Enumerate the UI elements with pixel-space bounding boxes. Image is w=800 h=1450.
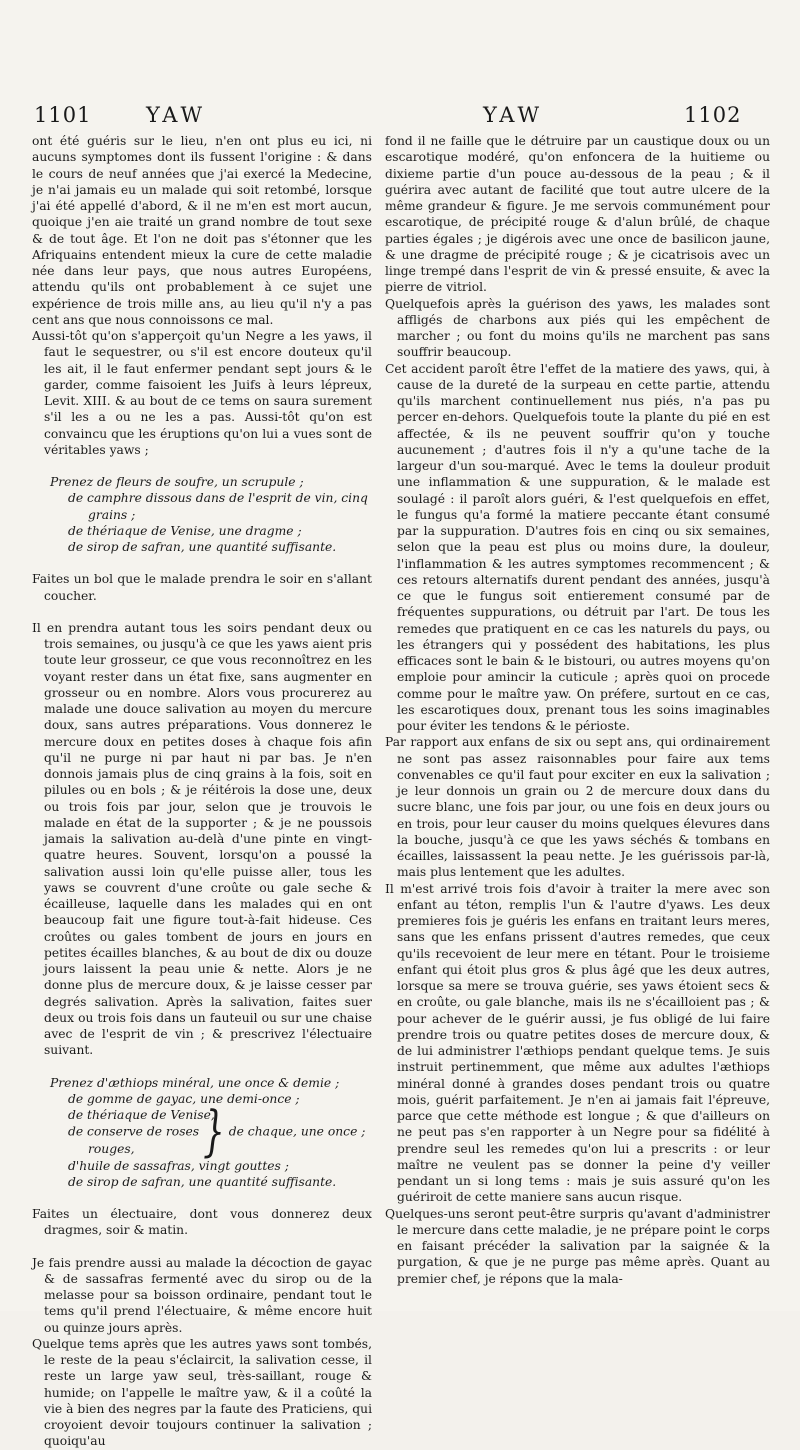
recipe-1 bbox=[50, 474, 372, 555]
recipe-line: de thériaque de Venise, une dragme ; bbox=[68, 523, 302, 538]
paragraph: Il en prendra autant tous les soirs pendant deux ou trois semaines, ou jusqu'à ce que les yaws aient pris toute leur grosseur, ce que vous reconnoîtrez en les voyant rester dans un état fixe, sans augmenter en grosseur ou en nombre. Alors vous procurerez au malade une douce salivation au moyen du mercure doux, sans autres préparations. Vous donnerez le mercure doux en petites doses à chaque fois afin qu'il ne purge ni par haut ni par bas. Je n'en donnois jamais plus de cinq grains à la fois, soit en pilules ou en bols ; & je réitérois la dose une, deux ou trois fois par jour, selon que je trouvois le malade en état de la supporter ; & je ne poussois jamais la salivation au-delà d'une pinte en vingt-quatre heures. Souvent, lorsqu'on a poussé la salivation aussi loin qu'elle puisse aller, tous les yaws se couvrent d'une croûte ou gale seche & écailleuse, laquelle dans les malades qui en ont beaucoup fait une figure tout-à-fait hideuse. Ces croûtes ou gales tombent de jours en jours en petites écailles blanches, & au bout de dix ou douze jours laissent la peau unie & nette. Alors je ne donne plus de mercure doux, & je laisse cesser par degrés salivation. Après la salivation, faites suer deux ou trois fois dans un fauteuil ou sur une chaise avec de l'esprit de vin ; & prescrivez l'électuaire suivant. bbox=[32, 620, 372, 1058]
recipe-line-part: de chaque, une once ; bbox=[228, 1124, 366, 1139]
recipe-line: Prenez de fleurs de soufre, un scrupule ; bbox=[50, 475, 304, 489]
paragraph: Quelquefois après la guérison des yaws, les malades sont affligés de charbons aux piés qui les empêchent de marcher ; ou font du moins qu'ils ne marchent pas sans souffrir beaucoup. bbox=[385, 296, 770, 360]
paragraph: Quelque tems après que les autres yaws sont tombés, le reste de la peau s'éclaircit, la salivation cesse, il reste un large yaw seul, très-saillant, rouge & humide; on l'appelle le maître yaw, & il a coûté la vie à bien des negres par la faute des Praticiens, qui croyoient devoir toujours continuer la salivation ; quoiqu'au bbox=[32, 1336, 372, 1449]
paragraph: Aussi-tôt qu'on s'apperçoit qu'un Negre a les yaws, il faut le sequestrer, ou s'il est encore douteux qu'il les ait, il le faut enfermer pendant sept jours & le garder, comme faisoient les Juifs à leurs lépreux, Levit. XIII. & au bout de ce tems on saura surement s'il les a ou ne les a pas. Aussi-tôt qu'on est convaincu que les éruptions qu'on lui a vues sont de véritables yaws ; bbox=[32, 329, 372, 457]
paragraph: Par rapport aux enfans de six ou sept ans, qui ordinairement ne sont pas assez raisonnables pour faire aux tems convenables ce qu'il faut pour exciter en eux la salivation ; je leur donnois un grain ou 2 de mercure doux dans du sucre blanc, une fois par jour, ou une fois en deux jours ou en trois, pour leur causer du moins quelques élevures dans la bouche, jusqu'à ce que les yaws séchés & tombans en écailles, laissassent la peau nette. Je les guérissois par-là, mais plus lentement que les adultes. bbox=[385, 735, 770, 880]
recipe-line: de sirop de safran, une quantité suffisante. bbox=[68, 1174, 337, 1189]
left-column bbox=[32, 133, 372, 1450]
recipe-line: de sirop de safran, une quantité suffisante. bbox=[68, 540, 337, 554]
recipe-line: de gomme de gayac, une demi-once ; bbox=[68, 1091, 300, 1106]
right-column bbox=[385, 133, 770, 1287]
paragraph: Cet accident paroît être l'effet de la matiere des yaws, qui, à cause de la dureté de la surpeau en cette partie, attendu qu'ils marchent continuellement nus piés, n'a pas pu percer en-dehors. Quelquefois toute la plante du pié en est affectée, & ils ne peuvent souffrir qu'on y touche aucunement ; d'autres fois il n'y a qu'une tache de la largeur d'un sou-marqué. Avec le tems la douleur produit une inflammation & une suppuration, & le malade est soulagé : il paroît alors guéri, & l'est quelquefois en effet, le fungus qu'a formé la matiere peccante étant consumé par la suppuration. D'autres fois en cinq ou six semaines, selon que la peau est plus ou moins dure, la douleur, l'inflammation & les autres symptomes recommencent ; & ces retours alternatifs durent pendant des années, jusqu'à ce que le fungus soit entierement consumé par de fréquentes suppurations, ou détruit par l'art. De tous les remedes que pratiquent en ce cas les naturels du pays, ou les étrangers qui y possédent des habitations, les plus efficaces sont le bain & le bistouri, ou autres moyens qu'on emploie pour amincir la cuticule ; après quoi on procede comme pour le maître yaw. On préfere, surtout en ce cas, les escarotiques doux, prenant tous les soins imaginables pour éviter les tendons & le périoste. bbox=[385, 361, 770, 733]
page-number-right: 1102 bbox=[684, 103, 742, 127]
paragraph: Faites un électuaire, dont vous donnerez deux dragmes, soir & matin. bbox=[32, 1207, 372, 1238]
running-title-right: YAW bbox=[483, 103, 544, 127]
recipe-line: grains ; bbox=[88, 507, 136, 522]
running-header bbox=[0, 103, 800, 127]
paragraph: ont été guéris sur le lieu, n'en ont plus eu ici, ni aucuns symptomes dont ils fussent l'origine : & dans le cours de neuf années que j'ai exercé la Medecine, je n'ai jamais eu un malade qui soit retombé, lorsque j'ai été appellé d'abord, & il ne m'en est mort aucun, quoique j'en aie traité un grand nombre de tout sexe & de tout âge. Et l'on ne doit pas s'étonner que les Afriquains entendent mieux la cure de cette maladie née dans leur pays, que nous autres Européens, attendu qu'ils ont probablement à ce sujet une expérience de trois mille ans, au lieu qu'il n'y a pas cent ans que nous connoissons ce mal. bbox=[32, 134, 372, 327]
paragraph: Je fais prendre aussi au malade la décoction de gayac & de sassafras fermenté avec du sirop ou de la melasse pour sa boisson ordinaire, pendant tout le tems qu'il prend l'électuaire, & même encore huit ou quinze jours après. bbox=[32, 1255, 372, 1335]
paragraph: Faites un bol que le malade prendra le soir en s'allant coucher. bbox=[32, 572, 372, 603]
paragraph: Quelques-uns seront peut-être surpris qu'avant d'administrer le mercure dans cette maladie, je ne prépare point le corps en faisant précéder la salivation par la saignée & la purgation, & que je ne purge pas même après. Quant au premier chef, je répons que la mala- bbox=[385, 1206, 770, 1286]
paragraph: fond il ne faille que le détruire par un caustique doux ou un escarotique modéré, qu'on enfoncera de la huitieme ou dixieme partie d'un pouce au-dessous de la peau ; & il guérira avec autant de facilité que tout autre ulcere de la même grandeur & figure. Je me servois communément pour escarotique, de précipité rouge & d'alun brûlé, de chaque parties égales ; je digérois avec une once de basilicon jaune, & une dragme de précipité rouge ; & je cicatrisois avec un linge trempé dans l'esprit de vin & pressé ensuite, & avec la pierre de vitriol. bbox=[385, 134, 770, 295]
recipe-2 bbox=[50, 1075, 372, 1191]
paragraph: Il m'est arrivé trois fois d'avoir à traiter la mere avec son enfant au téton, remplis l'un & l'autre d'yaws. Les deux premieres fois je guéris les enfans en traitant leurs meres, sans que les enfans prissent d'autres remedes, que ceux qu'ils recevoient de leur mere en tétant. Pour le troisieme enfant qui étoit plus gros & plus âgé que les deux autres, lorsque sa mere se trouva guérie, ses yaws étoient secs & en croûte, ou gale blanche, mais ils ne s'écailloient pas ; & pour achever de le guérir aussi, je fus obligé de lui faire prendre trois ou quatre petites doses de mercure doux, & de lui administrer l'æthiops pendant quelque tems. Je suis instruit pertinemment, que même aux adultes l'æthiops minéral donné à grandes doses pendant trois ou quatre mois, guérit parfaitement. Je n'en ai jamais fait l'épreuve, parce que cette méthode est longue ; & que d'ailleurs on ne peut pas s'en rapporter à un Negre pour sa fidélité à prendre seul les remedes qu'on lui a prescrits : or leur maître ne veulent pas se donner la peine d'y veiller pendant un si long tems : mais je suis assuré qu'on les guériroit de cette maniere sans aucun risque. bbox=[385, 881, 770, 1205]
recipe-line: d'huile de sassafras, vingt gouttes ; bbox=[68, 1158, 289, 1173]
recipe-line: de camphre dissous dans de l'esprit de vin, cinq bbox=[68, 491, 368, 506]
page-number-left: 1101 bbox=[34, 103, 92, 127]
brace-icon: } bbox=[203, 1100, 225, 1165]
recipe-line: Prenez d'æthiops minéral, une once & demie ; bbox=[50, 1075, 340, 1090]
recipe-line-part: de conserve de roses bbox=[68, 1124, 200, 1139]
running-title-left: YAW bbox=[146, 103, 207, 127]
recipe-line: de thériaque de Venise, bbox=[68, 1108, 215, 1122]
recipe-line: rouges, bbox=[88, 1142, 135, 1157]
